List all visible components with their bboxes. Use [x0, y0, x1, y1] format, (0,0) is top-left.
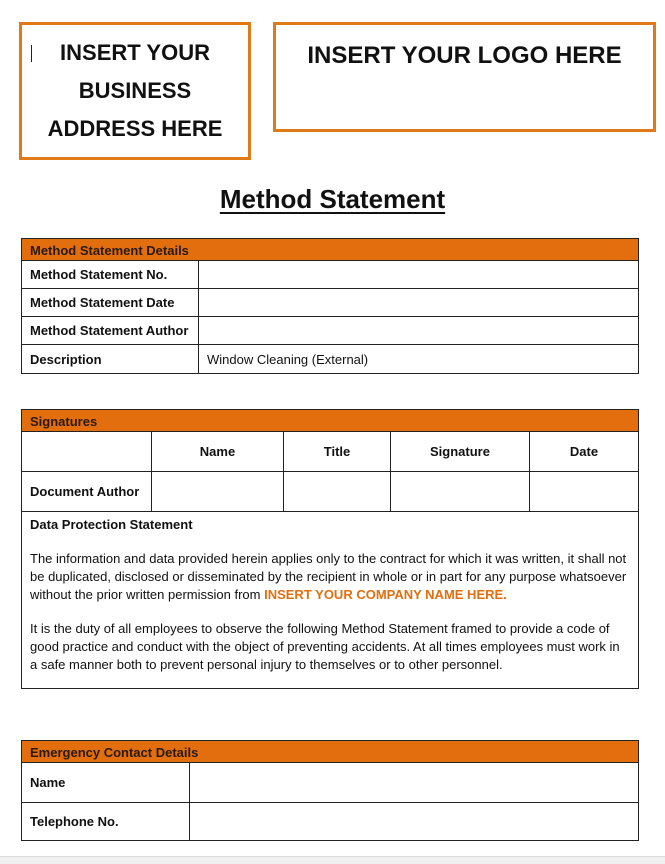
logo-placeholder[interactable] [273, 22, 656, 132]
emergency-value-telephone[interactable] [190, 803, 639, 841]
details-value-description[interactable]: Window Cleaning (External) [199, 345, 639, 374]
business-address-placeholder[interactable] [19, 22, 251, 160]
signatures-col-signature: Signature [391, 432, 530, 472]
details-label-description: Description [22, 345, 199, 374]
logo-placeholder-text: INSERT YOUR LOGO HERE [307, 42, 622, 69]
signatures-col-date: Date [530, 432, 639, 472]
document-title-text: Method Statement [219, 184, 446, 214]
details-value-no[interactable] [199, 261, 639, 289]
data-protection-paragraph-1 [30, 550, 630, 604]
data-protection-statement [22, 512, 639, 689]
signatures-col-title: Title [284, 432, 391, 472]
details-value-date[interactable] [199, 289, 639, 317]
author-signature-cell[interactable] [391, 472, 530, 512]
emergency-contact-table [21, 740, 639, 841]
data-protection-heading: Data Protection Statement [30, 517, 193, 532]
data-protection-para1-text: The information and data provided herein applies only to the contract for which it was written, it shall not be duplicated, disclosed or disseminated by the recipient in whole or in part for any purpose whatsoever without the prior written permission from [30, 551, 627, 602]
data-protection-paragraph-2: It is the duty of all employees to observe the following Method Statement framed to provide a code of good practice and conduct with the object of preventing accidents. At all times employees must work in a safe manner both to prevent personal injury to themselves or to other personnel. [30, 621, 620, 672]
signatures-header: Signatures [22, 410, 639, 432]
details-header: Method Statement Details [22, 239, 639, 261]
document-title [0, 184, 665, 215]
details-label-no: Method Statement No. [22, 261, 199, 289]
emergency-label-name: Name [22, 763, 190, 803]
details-label-author: Method Statement Author [22, 317, 199, 345]
emergency-header: Emergency Contact Details [22, 741, 639, 763]
company-name-placeholder[interactable]: INSERT YOUR COMPANY NAME HERE. [264, 587, 507, 602]
text-cursor [31, 45, 32, 62]
author-date-cell[interactable] [530, 472, 639, 512]
emergency-value-name[interactable] [190, 763, 639, 803]
author-title-cell[interactable] [284, 472, 391, 512]
signatures-row-label: Document Author [22, 472, 152, 512]
emergency-label-telephone: Telephone No. [22, 803, 190, 841]
business-address-text: INSERT YOUR BUSINESS ADDRESS HERE [47, 40, 223, 141]
signatures-col-blank [22, 432, 152, 472]
details-label-date: Method Statement Date [22, 289, 199, 317]
author-name-cell[interactable] [152, 472, 284, 512]
signatures-table [21, 409, 639, 689]
signatures-col-name: Name [152, 432, 284, 472]
details-value-author[interactable] [199, 317, 639, 345]
method-statement-details-table [21, 238, 639, 374]
